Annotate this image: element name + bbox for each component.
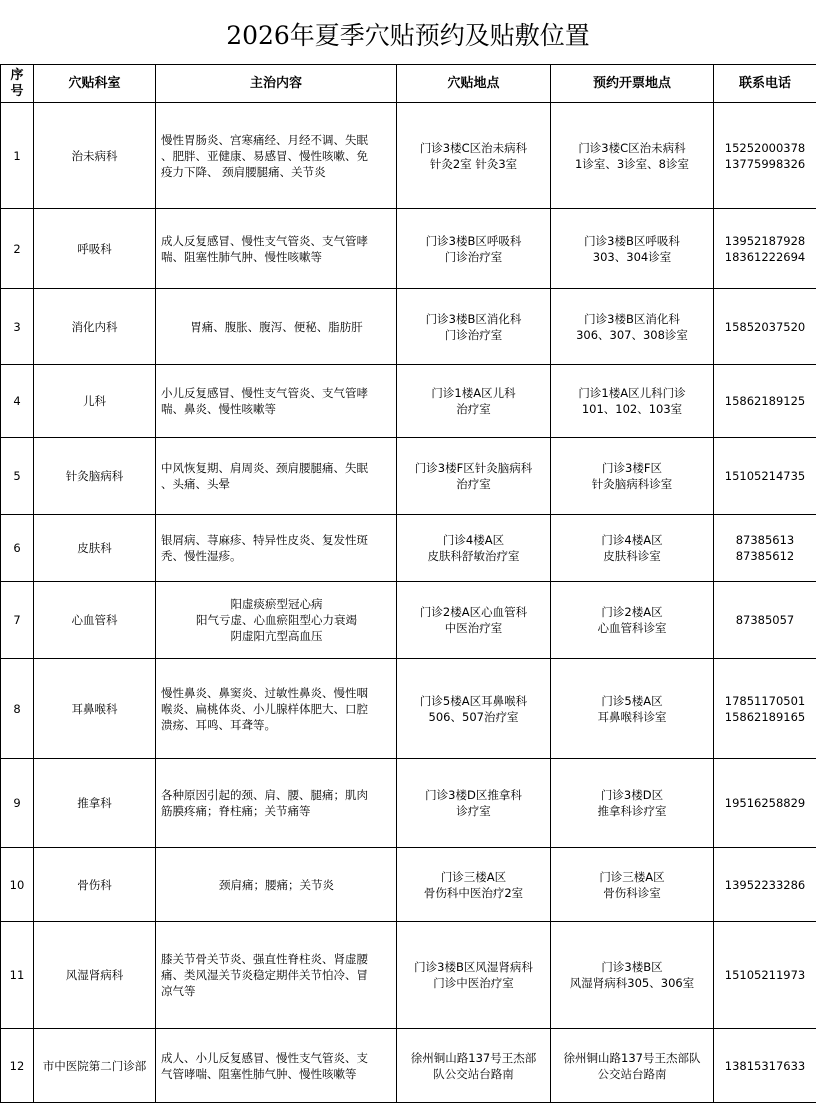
- content-line: 中风恢复期、肩周炎、颈肩腰腿痛、失眠: [161, 460, 392, 476]
- dept-name: 治未病科: [34, 103, 156, 209]
- content-line: 膝关节骨关节炎、强直性脊柱炎、肾虚腰: [161, 951, 392, 967]
- content-line: 痛、类风湿关节炎稳定期伴关节怕冷、冒: [161, 967, 392, 983]
- booking-line: 101、102、103室: [555, 401, 709, 417]
- content-line: 疫力下降、 颈肩腰腿痛、关节炎: [161, 164, 392, 180]
- place-line: 门诊2楼A区心血管科: [401, 604, 546, 620]
- booking-line: 1诊室、3诊室、8诊室: [555, 156, 709, 172]
- contact-phone: [714, 438, 816, 515]
- table-row: [1, 759, 816, 848]
- phone-line: 87385612: [718, 548, 812, 564]
- booking-line: 303、304诊室: [555, 249, 709, 265]
- contact-phone: [714, 659, 816, 759]
- patch-location: [397, 848, 551, 922]
- phone-line: 15862189165: [718, 709, 812, 725]
- content-line: 喘、阻塞性肺气肿、慢性咳嗽等: [161, 249, 392, 265]
- content-line: 喉炎、扁桃体炎、小儿腺样体肥大、口腔: [161, 701, 392, 717]
- place-line: 徐州铜山路137号王杰部: [401, 1050, 546, 1066]
- contact-phone: [714, 289, 816, 365]
- table-row: [1, 515, 816, 582]
- booking-line: 推拿科诊疗室: [555, 803, 709, 819]
- booking-location: [551, 365, 714, 438]
- content-line: 筋膜疼痛；脊柱痛；关节痛等: [161, 803, 392, 819]
- place-line: 诊疗室: [401, 803, 546, 819]
- place-line: 门诊3楼B区消化科: [401, 311, 546, 327]
- content-line: 阳虚痰瘀型冠心病: [161, 596, 392, 612]
- contact-phone: [714, 848, 816, 922]
- phone-line: 13952187928: [718, 233, 812, 249]
- booking-location: [551, 515, 714, 582]
- phone-line: 19516258829: [718, 795, 812, 811]
- place-line: 针灸2室 针灸3室: [401, 156, 546, 172]
- contact-phone: [714, 1029, 816, 1103]
- table-row: [1, 365, 816, 438]
- booking-line: 门诊1楼A区儿科门诊: [555, 385, 709, 401]
- place-line: 门诊3楼F区针灸脑病科: [401, 460, 546, 476]
- booking-location: [551, 209, 714, 289]
- place-line: 门诊治疗室: [401, 327, 546, 343]
- content-line: 阳气亏虚、心血瘀阻型心力衰竭: [161, 612, 392, 628]
- phone-line: 15105214735: [718, 468, 812, 484]
- patch-location: [397, 1029, 551, 1103]
- patch-location: [397, 365, 551, 438]
- content-line: 气管哮喘、阻塞性肺气肿、慢性咳嗽等: [161, 1066, 392, 1082]
- patch-location: [397, 438, 551, 515]
- content-line: 银屑病、荨麻疹、特异性皮炎、复发性斑: [161, 532, 392, 548]
- phone-line: 13815317633: [718, 1058, 812, 1074]
- header-dept: 穴贴科室: [34, 65, 156, 103]
- header-place: 穴贴地点: [397, 65, 551, 103]
- booking-line: 公交站台路南: [555, 1066, 709, 1082]
- table-row: [1, 1029, 816, 1103]
- content-line: 凉气等: [161, 983, 392, 999]
- place-line: 门诊中医治疗室: [401, 975, 546, 991]
- booking-location: [551, 438, 714, 515]
- treatment-content: [156, 209, 397, 289]
- schedule-table: [0, 64, 816, 1103]
- header-content: 主治内容: [156, 65, 397, 103]
- place-line: 门诊3楼C区治未病科: [401, 140, 546, 156]
- booking-location: [551, 582, 714, 659]
- content-line: 喘、鼻炎、慢性咳嗽等: [161, 401, 392, 417]
- place-line: 中医治疗室: [401, 620, 546, 636]
- place-line: 门诊治疗室: [401, 249, 546, 265]
- dept-name: 儿科: [34, 365, 156, 438]
- row-number: 10: [1, 848, 34, 922]
- booking-location: [551, 289, 714, 365]
- content-line: 各种原因引起的颈、肩、腰、腿痛；肌肉: [161, 787, 392, 803]
- content-line: 溃疡、耳鸣、耳聋等。: [161, 717, 392, 733]
- content-line: 阴虚阳亢型高血压: [161, 628, 392, 644]
- treatment-content: [156, 1029, 397, 1103]
- booking-location: [551, 848, 714, 922]
- content-line: 慢性胃肠炎、宫寒痛经、月经不调、失眠: [161, 132, 392, 148]
- row-number: 8: [1, 659, 34, 759]
- place-line: 皮肤科舒敏治疗室: [401, 548, 546, 564]
- place-line: 门诊3楼B区风湿肾病科: [401, 959, 546, 975]
- row-number: 4: [1, 365, 34, 438]
- treatment-content: [156, 103, 397, 209]
- content-line: 、头痛、头晕: [161, 476, 392, 492]
- row-number: 12: [1, 1029, 34, 1103]
- booking-line: 门诊5楼A区: [555, 693, 709, 709]
- table-row: [1, 438, 816, 515]
- booking-line: 门诊三楼A区: [555, 869, 709, 885]
- contact-phone: [714, 103, 816, 209]
- phone-line: 87385613: [718, 532, 812, 548]
- treatment-content: [156, 365, 397, 438]
- content-line: 成人反复感冒、慢性支气管炎、支气管哮: [161, 233, 392, 249]
- row-number: 7: [1, 582, 34, 659]
- dept-name: 市中医院第二门诊部: [34, 1029, 156, 1103]
- booking-line: 徐州铜山路137号王杰部队: [555, 1050, 709, 1066]
- dept-name: 风湿肾病科: [34, 922, 156, 1029]
- place-line: 门诊1楼A区儿科: [401, 385, 546, 401]
- booking-line: 306、307、308诊室: [555, 327, 709, 343]
- header-phone: 联系电话: [714, 65, 816, 103]
- booking-line: 门诊3楼F区: [555, 460, 709, 476]
- place-line: 门诊4楼A区: [401, 532, 546, 548]
- contact-phone: [714, 209, 816, 289]
- table-row: [1, 582, 816, 659]
- row-number: 5: [1, 438, 34, 515]
- content-line: 、肥胖、亚健康、易感冒、慢性咳嗽、免: [161, 148, 392, 164]
- dept-name: 推拿科: [34, 759, 156, 848]
- row-number: 9: [1, 759, 34, 848]
- booking-line: 风湿肾病科305、306室: [555, 975, 709, 991]
- booking-line: 门诊3楼B区呼吸科: [555, 233, 709, 249]
- booking-line: 皮肤科诊室: [555, 548, 709, 564]
- phone-line: 13952233286: [718, 877, 812, 893]
- dept-name: 呼吸科: [34, 209, 156, 289]
- content-line: 小儿反复感冒、慢性支气管炎、支气管哮: [161, 385, 392, 401]
- place-line: 骨伤科中医治疗2室: [401, 885, 546, 901]
- place-line: 门诊3楼B区呼吸科: [401, 233, 546, 249]
- booking-line: 心血管科诊室: [555, 620, 709, 636]
- phone-line: 15862189125: [718, 393, 812, 409]
- contact-phone: [714, 922, 816, 1029]
- header-row: [1, 65, 816, 103]
- patch-location: [397, 659, 551, 759]
- booking-location: [551, 103, 714, 209]
- treatment-content: [156, 759, 397, 848]
- place-line: 门诊3楼D区推拿科: [401, 787, 546, 803]
- table-row: [1, 289, 816, 365]
- dept-name: 皮肤科: [34, 515, 156, 582]
- row-number: 2: [1, 209, 34, 289]
- table-row: [1, 103, 816, 209]
- row-number: 3: [1, 289, 34, 365]
- treatment-content: [156, 582, 397, 659]
- dept-name: 针灸脑病科: [34, 438, 156, 515]
- patch-location: [397, 759, 551, 848]
- phone-line: 17851170501: [718, 693, 812, 709]
- patch-location: [397, 103, 551, 209]
- page-title: 2026年夏季穴贴预约及贴敷位置: [0, 0, 816, 64]
- place-line: 门诊三楼A区: [401, 869, 546, 885]
- table-row: [1, 848, 816, 922]
- phone-line: 15852037520: [718, 319, 812, 335]
- row-number: 1: [1, 103, 34, 209]
- dept-name: 耳鼻喉科: [34, 659, 156, 759]
- row-number: 11: [1, 922, 34, 1029]
- place-line: 治疗室: [401, 476, 546, 492]
- dept-name: 骨伤科: [34, 848, 156, 922]
- booking-line: 门诊3楼D区: [555, 787, 709, 803]
- booking-line: 门诊4楼A区: [555, 532, 709, 548]
- treatment-content: [156, 922, 397, 1029]
- contact-phone: [714, 365, 816, 438]
- booking-location: [551, 659, 714, 759]
- treatment-content: [156, 289, 397, 365]
- content-line: 秃、慢性湿疹。: [161, 548, 392, 564]
- contact-phone: [714, 759, 816, 848]
- content-line: 颈肩痛；腰痛；关节炎: [161, 877, 392, 893]
- place-line: 治疗室: [401, 401, 546, 417]
- table-row: [1, 209, 816, 289]
- booking-line: 门诊2楼A区: [555, 604, 709, 620]
- booking-line: 针灸脑病科诊室: [555, 476, 709, 492]
- dept-name: 消化内科: [34, 289, 156, 365]
- phone-line: 13775998326: [718, 156, 812, 172]
- content-line: 慢性鼻炎、鼻窦炎、过敏性鼻炎、慢性咽: [161, 685, 392, 701]
- place-line: 队公交站台路南: [401, 1066, 546, 1082]
- phone-line: 15105211973: [718, 967, 812, 983]
- booking-line: 门诊3楼C区治未病科: [555, 140, 709, 156]
- header-booking: 预约开票地点: [551, 65, 714, 103]
- place-line: 506、507治疗室: [401, 709, 546, 725]
- row-number: 6: [1, 515, 34, 582]
- dept-name: 心血管科: [34, 582, 156, 659]
- patch-location: [397, 922, 551, 1029]
- phone-line: 15252000378: [718, 140, 812, 156]
- booking-line: 骨伤科诊室: [555, 885, 709, 901]
- patch-location: [397, 289, 551, 365]
- treatment-content: [156, 515, 397, 582]
- content-line: 胃痛、腹胀、腹泻、便秘、脂肪肝: [161, 319, 392, 335]
- header-no: 序号: [1, 65, 34, 103]
- phone-line: 87385057: [718, 612, 812, 628]
- booking-location: [551, 1029, 714, 1103]
- patch-location: [397, 582, 551, 659]
- patch-location: [397, 515, 551, 582]
- contact-phone: [714, 582, 816, 659]
- patch-location: [397, 209, 551, 289]
- place-line: 门诊5楼A区耳鼻喉科: [401, 693, 546, 709]
- treatment-content: [156, 659, 397, 759]
- treatment-content: [156, 848, 397, 922]
- phone-line: 18361222694: [718, 249, 812, 265]
- booking-location: [551, 922, 714, 1029]
- booking-line: 门诊3楼B区消化科: [555, 311, 709, 327]
- content-line: 成人、小儿反复感冒、慢性支气管炎、支: [161, 1050, 392, 1066]
- booking-line: 门诊3楼B区: [555, 959, 709, 975]
- treatment-content: [156, 438, 397, 515]
- table-row: [1, 659, 816, 759]
- table-row: [1, 922, 816, 1029]
- booking-location: [551, 759, 714, 848]
- booking-line: 耳鼻喉科诊室: [555, 709, 709, 725]
- contact-phone: [714, 515, 816, 582]
